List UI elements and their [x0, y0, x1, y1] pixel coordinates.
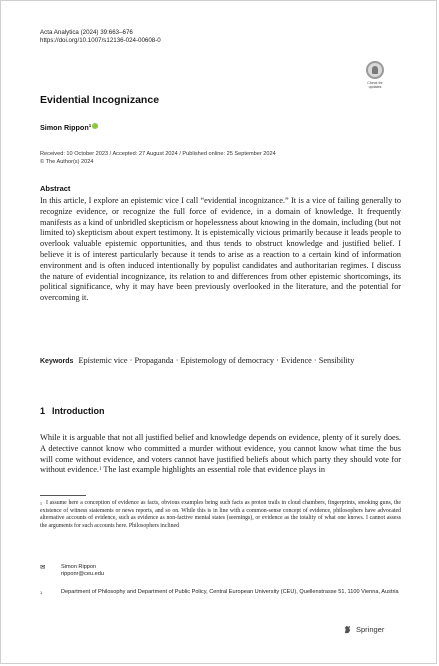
doi-link[interactable]: https://doi.org/10.1007/s12136-024-00608-0: [40, 37, 161, 44]
keywords-block: [40, 356, 401, 368]
intro-text-continued: The last example highlights an essential role that evidence plays in: [101, 465, 326, 475]
section-heading: [40, 406, 105, 416]
abstract-text: In this article, I explore an epistemic vice I call “evidential incognizance.” It is a vice of failing generally to recognize evidence, or recognize the full force of evidence, in a domain of knowledge. It frequently manifests as a kind of unbridled skepticism or hopelessness about knowing in the domain, including (but not limited to) skepticism about expert testimony. It is epistemically vicious primarily because it leads people to overlook valuable epistemic opportunities, and thus tends to obstruct knowledge and justified belief. I believe it is of interest particularly because it tends to arise as a reaction to a certain kind of information environment and is often induced intentionally by populist candidates and authoritarian regimes. I discuss the nature of evidential incognizance, its relation to and differences from other epistemic shortcomings, its political significance, why it may have been previously overlooked in the literature, and the potential for overcoming it.: [40, 196, 401, 303]
journal-header: [40, 29, 161, 45]
contact-email[interactable]: ripponr@ceu.edu: [61, 571, 104, 578]
intro-text: While it is arguable that not all justified belief and knowledge depends on evidence, plenty of it surely does. A detective cannot know who committed a murder without evidence, you cannot know what time the bus will come without evidence, and voters cannot have justified beliefs about which party they should vote for without evidence.: [40, 433, 401, 475]
history-dates: Received: 10 October 2023 / Accepted: 27 August 2024 / Published online: 25 September 2024: [40, 151, 276, 157]
keywords-list: Epistemic vice · Propaganda · Epistemology of democracy · Evidence · Sensibility: [78, 356, 355, 365]
contact-block: [40, 564, 104, 579]
check-updates-icon: [366, 61, 384, 79]
section-number: 1: [40, 406, 46, 416]
orcid-icon[interactable]: [92, 123, 98, 129]
affiliation-marker: 1: [40, 590, 43, 595]
footnote-reference[interactable]: 1: [98, 467, 102, 473]
publisher-name: Springer: [356, 625, 385, 634]
publisher-logo: [343, 625, 384, 634]
affiliation-text: Department of Philosophy and Department of Public Policy, Central European University (CEU), Quellenstrasse 51, 1100 Vienna, Austria: [61, 589, 399, 595]
footnote-divider: [40, 495, 86, 496]
author-name[interactable]: Simon Rippon: [40, 123, 89, 132]
springer-horse-icon: [343, 625, 352, 634]
check-updates-line1: Check for: [367, 81, 383, 85]
footnote-number: 1: [40, 501, 42, 506]
affiliation-block: [40, 589, 401, 596]
author-line: [40, 123, 98, 132]
contact-name: Simon Rippon: [61, 564, 97, 570]
copyright-line: © The Author(s) 2024: [40, 158, 94, 165]
journal-citation: Acta Analytica (2024) 39:663–676: [40, 29, 133, 36]
footnote-text: I assume here a conception of evidence as facts, obvious examples being such facts as proton trails in cloud chambers, fingerprints, smoking guns, the existence of witness statements or news reports, and so on. While this is in line with a common-sense concept of evidence, philosophers have advocated alternative accounts of evidence, such as evidence as non-factive mental states (seemings), or evidence as the totality of what one knows. I cannot assess the arguments for such accounts here. Philosophers inclined: [40, 500, 401, 529]
abstract-heading: Abstract: [40, 184, 71, 193]
author-affiliation-marker: 1: [88, 123, 92, 128]
article-title: Evidential Incognizance: [40, 94, 160, 106]
envelope-icon: ✉: [40, 564, 46, 571]
article-dates: [40, 151, 276, 166]
section-title: Introduction: [52, 406, 105, 416]
keywords-heading: Keywords: [40, 358, 74, 365]
footnote: [40, 500, 401, 530]
introduction-paragraph: [40, 433, 401, 476]
check-updates-line2: updates: [368, 85, 382, 90]
check-for-updates-badge[interactable]: [361, 61, 389, 97]
